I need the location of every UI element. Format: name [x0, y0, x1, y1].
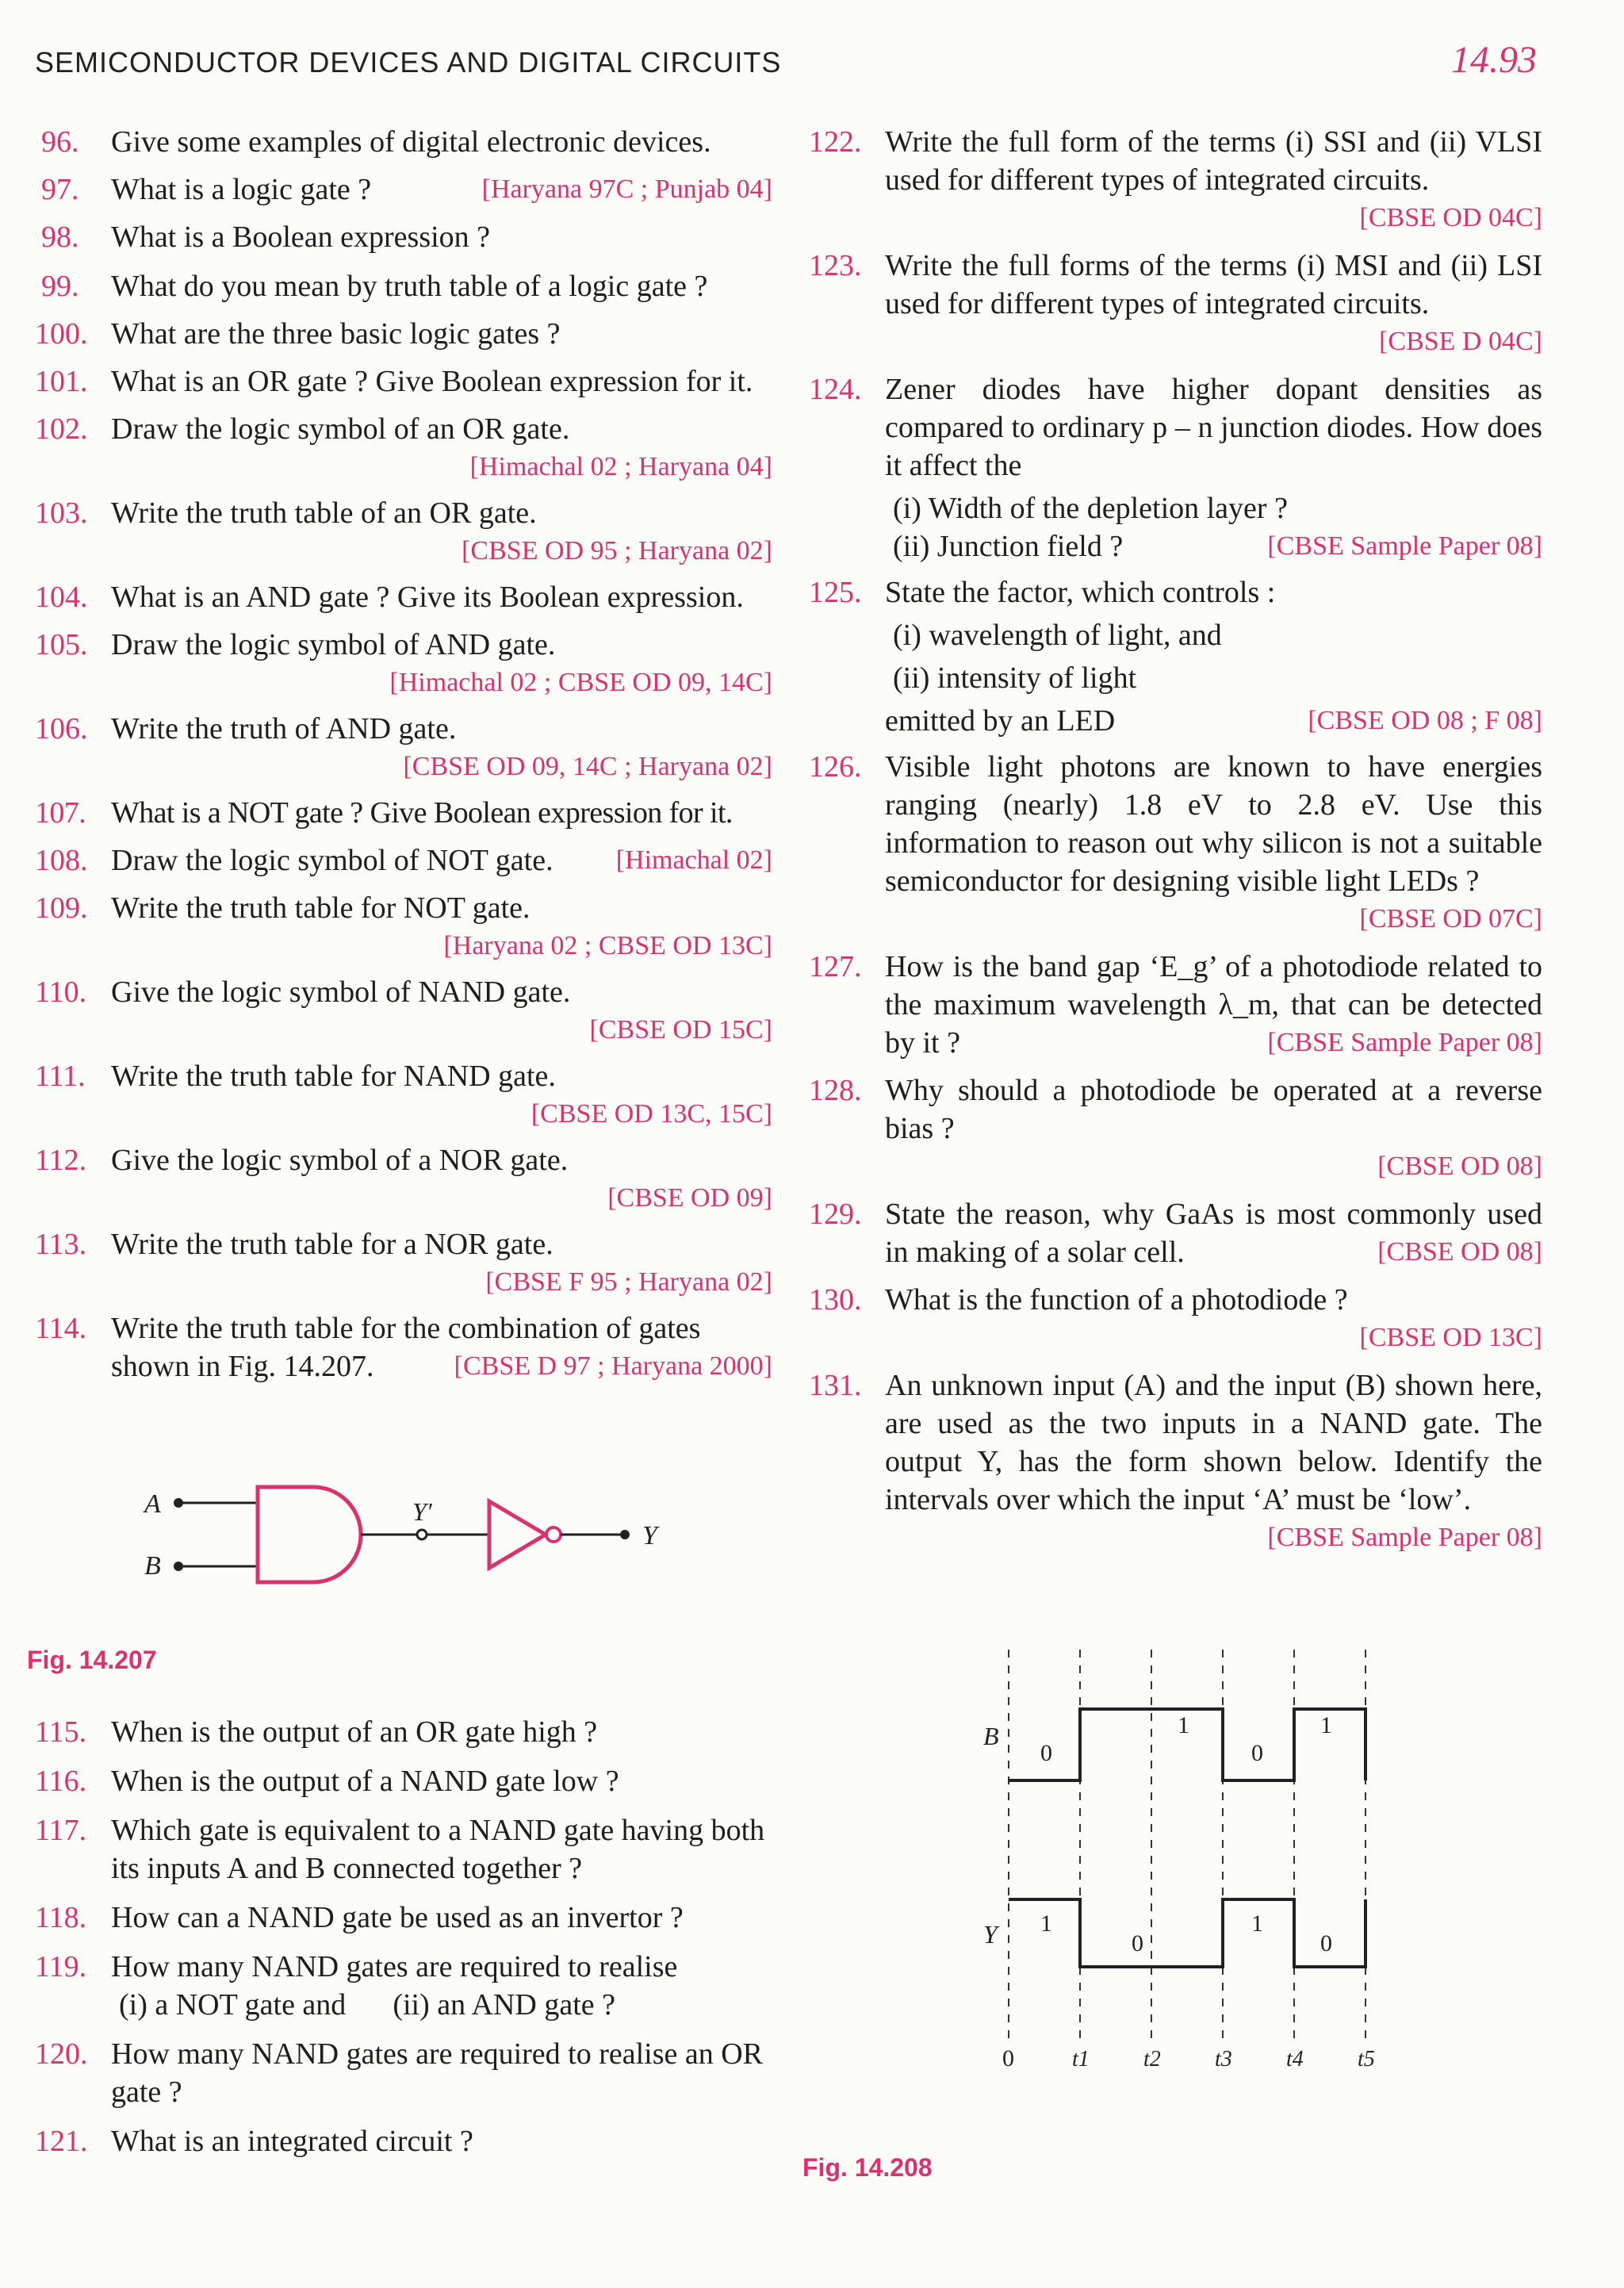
y-level-2: 0 — [1132, 1930, 1143, 1956]
question-number: 100. — [35, 317, 88, 351]
question-128 — [809, 1071, 1542, 1186]
y-axis-label: Y — [983, 1920, 998, 1949]
question-text: Give some examples of digital electronic devices. — [111, 125, 711, 159]
question-text: Zener diodes have higher dopant densities as compared to ordinary p – n junction diodes. How does it affect the — [885, 373, 1542, 482]
not-gate-symbol — [489, 1501, 546, 1568]
question-number: 111. — [35, 1060, 86, 1093]
reference: [CBSE Sample Paper 08] — [1267, 1523, 1542, 1552]
question-number: 123. — [809, 249, 862, 282]
question-131 — [809, 1366, 1542, 1557]
question-text: What is an integrated circuit ? — [111, 2125, 473, 2158]
question-99 — [35, 267, 772, 305]
question-number: 116. — [35, 1765, 87, 1798]
question-text: State the reason, why GaAs is most commonly used in making of a solar cell. — [885, 1198, 1542, 1269]
question-118 — [35, 1899, 772, 1937]
question-114 — [35, 1309, 772, 1385]
y-level-1: 1 — [1040, 1910, 1052, 1937]
tick-t4: t4 — [1286, 2047, 1304, 2071]
sub-part-i: (i) a NOT gate and — [119, 1988, 347, 2022]
tick-t1: t1 — [1072, 2047, 1090, 2071]
question-text: What is a Boolean expression ? — [111, 220, 491, 254]
question-number: 105. — [35, 628, 88, 661]
question-111 — [35, 1057, 772, 1133]
b-level-2: 1 — [1178, 1712, 1189, 1738]
question-113 — [35, 1225, 772, 1301]
question-106 — [35, 710, 772, 786]
question-number: 108. — [35, 844, 88, 877]
question-number: 113. — [35, 1228, 87, 1261]
b-level-1: 0 — [1040, 1740, 1052, 1766]
question-text: How many NAND gates are required to realise an OR gate ? — [111, 2037, 764, 2109]
reference: [CBSE OD 15C] — [589, 1015, 772, 1044]
question-text: Which gate is equivalent to a NAND gate having both its inputs A and B connected together ? — [111, 1814, 765, 1885]
left-column — [35, 123, 772, 1385]
question-129 — [809, 1195, 1542, 1271]
question-number: 99. — [41, 270, 79, 303]
question-122 — [809, 123, 1542, 237]
question-103 — [35, 494, 772, 570]
figure-14-207-label: Fig. 14.207 — [27, 1646, 157, 1674]
reference: [CBSE OD 95 ; Haryana 02] — [462, 536, 772, 565]
question-number: 104. — [35, 581, 88, 614]
y-waveform — [1009, 1899, 1365, 1967]
sub-part-i: (i) Width of the depletion layer ? — [893, 492, 1288, 525]
reference: [CBSE OD 08] — [1377, 1237, 1542, 1267]
reference: [CBSE D 97 ; Haryana 2000] — [454, 1351, 772, 1381]
sub-part-ii: (ii) Junction field ? — [893, 530, 1124, 563]
y-level-3: 1 — [1251, 1910, 1263, 1937]
question-102 — [35, 410, 772, 486]
question-number: 96. — [41, 125, 79, 159]
input-a-label: A — [144, 1489, 161, 1519]
question-number: 112. — [35, 1144, 87, 1177]
question-text: An unknown input (A) and the input (B) shown here, are used as the two inputs in a NAND gate. The output Y, has the form shown below. Identify the intervals over which the input ‘A’ must be ‘low’. — [885, 1369, 1542, 1516]
reference: [CBSE OD 04C] — [1359, 203, 1542, 232]
question-120 — [35, 2035, 772, 2111]
question-text: How many NAND gates are required to realise — [111, 1950, 678, 1983]
question-text: What is the function of a photodiode ? — [885, 1283, 1348, 1316]
not-gate-bubble — [546, 1527, 561, 1542]
reference: [CBSE OD 08 ; F 08] — [1308, 706, 1542, 735]
mid-node — [417, 1530, 427, 1539]
left-column-continued — [35, 1713, 772, 2160]
question-number: 119. — [35, 1950, 87, 1983]
question-number: 118. — [35, 1901, 87, 1934]
question-number: 114. — [35, 1312, 87, 1345]
question-text: Give the logic symbol of NAND gate. — [111, 975, 571, 1009]
tick-t3: t3 — [1215, 2047, 1232, 2071]
question-number: 102. — [35, 412, 88, 446]
sub-part-i: (i) wavelength of light, and — [893, 619, 1222, 652]
question-text: Draw the logic symbol of an OR gate. — [111, 412, 570, 446]
b-level-3: 0 — [1251, 1740, 1263, 1766]
question-text: Write the full forms of the terms (i) MSI and (ii) LSI used for different types of integrated circuits. — [885, 249, 1542, 320]
tick-0: 0 — [1002, 2045, 1014, 2071]
reference: [CBSE OD 08] — [1377, 1152, 1542, 1181]
question-number: 115. — [35, 1715, 87, 1749]
output-y-label: Y — [642, 1521, 657, 1550]
figure-14-208-waveform — [967, 1634, 1411, 2086]
question-123 — [809, 247, 1542, 361]
question-text: Write the truth table for the combination of gates shown in Fig. 14.207. — [111, 1312, 701, 1383]
question-109 — [35, 889, 772, 965]
question-text: Draw the logic symbol of NOT gate. — [111, 844, 553, 877]
question-text: Write the full form of the terms (i) SSI and (ii) VLSI used for different types of integrated circuits. — [885, 125, 1542, 197]
question-number: 129. — [809, 1198, 862, 1231]
question-115 — [35, 1713, 772, 1751]
figure-14-207-logic-diagram — [135, 1471, 706, 1598]
question-107 — [35, 794, 772, 832]
question-number: 110. — [35, 975, 87, 1009]
question-number: 125. — [809, 576, 862, 609]
question-121 — [35, 2122, 772, 2160]
question-number: 98. — [41, 220, 79, 254]
question-101 — [35, 362, 772, 400]
question-130 — [809, 1281, 1542, 1357]
reference: [Haryana 02 ; CBSE OD 13C] — [443, 931, 772, 960]
reference: [CBSE D 04C] — [1379, 327, 1542, 356]
question-number: 127. — [809, 950, 862, 983]
question-112 — [35, 1141, 772, 1217]
question-text: What is an OR gate ? Give Boolean expression for it. — [111, 365, 753, 398]
question-text: What is a NOT gate ? Give Boolean expression for it. — [111, 796, 733, 830]
reference: [CBSE Sample Paper 08] — [1267, 531, 1542, 561]
sub-part-ii: (ii) an AND gate ? — [393, 1988, 615, 2022]
reference: [CBSE OD 13C, 15C] — [530, 1099, 772, 1129]
reference: [Himachal 02] — [615, 845, 772, 875]
tick-t5: t5 — [1358, 2047, 1375, 2071]
reference: [CBSE OD 13C] — [1359, 1323, 1542, 1352]
question-119 — [35, 1948, 772, 2024]
question-127 — [809, 948, 1542, 1062]
question-98 — [35, 218, 772, 256]
question-text: What are the three basic logic gates ? — [111, 317, 561, 351]
question-text: What is a logic gate ? — [111, 173, 372, 206]
sub-text: emitted by an LED — [885, 704, 1116, 738]
question-116 — [35, 1762, 772, 1800]
reference: [CBSE OD 07C] — [1359, 904, 1542, 933]
question-number: 126. — [809, 750, 862, 784]
right-column — [809, 123, 1542, 1557]
question-text: State the factor, which controls : — [885, 576, 1276, 609]
question-number: 121. — [35, 2125, 88, 2158]
reference: [CBSE OD 09] — [607, 1183, 772, 1213]
tick-t2: t2 — [1143, 2047, 1161, 2071]
question-text: Draw the logic symbol of AND gate. — [111, 628, 556, 661]
mid-output-label: Y′ — [412, 1497, 432, 1526]
b-axis-label: B — [983, 1722, 999, 1750]
reference: [Himachal 02 ; CBSE OD 09, 14C] — [389, 668, 772, 697]
question-number: 97. — [41, 173, 79, 206]
running-header: SEMICONDUCTOR DEVICES AND DIGITAL CIRCUITS — [35, 46, 782, 79]
question-text: When is the output of an OR gate high ? — [111, 1715, 598, 1749]
question-96 — [35, 123, 772, 161]
question-number: 120. — [35, 2037, 88, 2071]
question-text: When is the output of a NAND gate low ? — [111, 1765, 619, 1798]
reference: [Himachal 02 ; Haryana 04] — [469, 452, 772, 481]
question-text: Write the truth table for NAND gate. — [111, 1060, 556, 1093]
question-100 — [35, 315, 772, 353]
question-110 — [35, 973, 772, 1049]
input-b-label: B — [144, 1551, 161, 1581]
sub-part-ii: (ii) intensity of light — [893, 661, 1137, 695]
question-text: Visible light photons are known to have energies ranging (nearly) 1.8 eV to 2.8 eV. Use this information to reason out why silicon is not a suitable semiconductor for designing visible light LEDs ? — [885, 750, 1542, 898]
question-text: What do you mean by truth table of a logic gate ? — [111, 270, 708, 303]
question-125 — [809, 573, 1542, 740]
y-level-4: 0 — [1320, 1930, 1332, 1956]
question-text: Write the truth table of an OR gate. — [111, 496, 537, 530]
question-number: 109. — [35, 891, 88, 925]
question-number: 117. — [35, 1814, 87, 1847]
question-117 — [35, 1811, 772, 1888]
page-number: 14.93 — [1451, 39, 1537, 81]
output-dot — [620, 1530, 630, 1539]
reference: [Haryana 97C ; Punjab 04] — [481, 174, 772, 204]
question-text: What is an AND gate ? Give its Boolean expression. — [111, 581, 744, 614]
and-gate-symbol — [258, 1487, 361, 1582]
b-level-4: 1 — [1320, 1712, 1332, 1738]
question-number: 106. — [35, 712, 88, 745]
question-text: How is the band gap ‘E_g’ of a photodiode related to the maximum wavelength λ_m, that can be detected by it ? — [885, 950, 1542, 1060]
figure-14-208-label: Fig. 14.208 — [802, 2153, 933, 2182]
question-number: 101. — [35, 365, 88, 398]
question-number: 130. — [809, 1283, 862, 1316]
reference: [CBSE Sample Paper 08] — [1267, 1028, 1542, 1057]
question-text: How can a NAND gate be used as an invertor ? — [111, 1901, 684, 1934]
question-124 — [809, 370, 1542, 565]
question-108 — [35, 841, 772, 880]
question-text: Give the logic symbol of a NOR gate. — [111, 1144, 569, 1177]
question-text: Write the truth table for a NOR gate. — [111, 1228, 553, 1261]
question-text: Write the truth table for NOT gate. — [111, 891, 530, 925]
question-number: 128. — [809, 1074, 862, 1107]
question-97 — [35, 171, 772, 209]
question-text: Why should a photodiode be operated at a reverse bias ? — [885, 1074, 1542, 1145]
question-105 — [35, 626, 772, 702]
question-number: 122. — [809, 125, 862, 159]
question-number: 131. — [809, 1369, 862, 1402]
question-number: 107. — [35, 796, 86, 830]
reference: [CBSE F 95 ; Haryana 02] — [485, 1267, 772, 1297]
question-number: 124. — [809, 373, 862, 406]
question-126 — [809, 748, 1542, 938]
reference: [CBSE OD 09, 14C ; Haryana 02] — [403, 752, 772, 781]
question-number: 103. — [35, 496, 88, 530]
question-text: Write the truth of AND gate. — [111, 712, 457, 745]
question-104 — [35, 578, 772, 616]
